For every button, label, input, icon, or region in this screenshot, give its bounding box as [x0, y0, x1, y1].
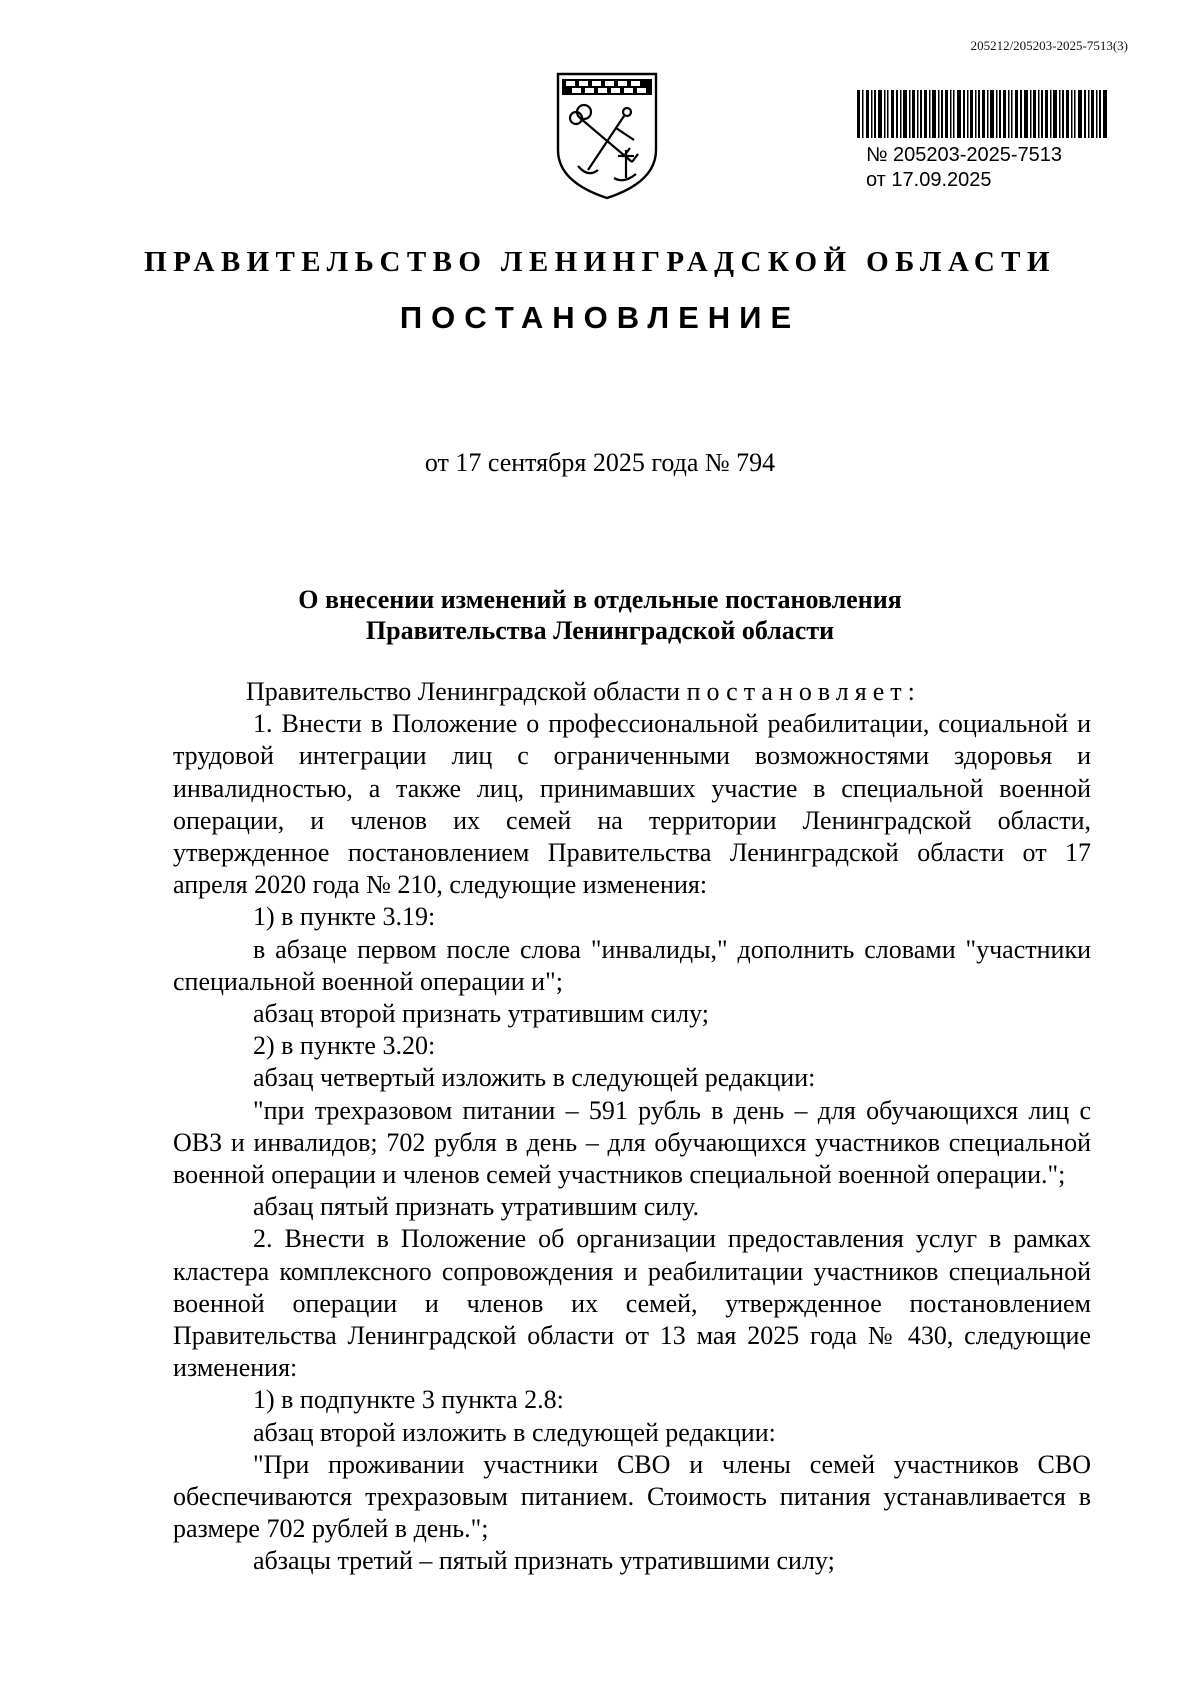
registration-number: № 205203-2025-7513 [866, 144, 1063, 166]
paragraph: 1) в подпункте 3 пункта 2.8: [253, 1385, 564, 1415]
paragraph: абзац пятый признать утратившим силу. [253, 1192, 700, 1222]
document-code: 205212/205203-2025-7513(3) [970, 38, 1128, 53]
paragraph: "При проживании участники СВО и члены семей участников СВО обеспечиваются трехразовым питанием. Стоимость питания устанавливается в размере 702 рублей в день."; [173, 1449, 1091, 1544]
paragraph: в абзаце первом после слова "инвалиды," дополнить словами "участники специальной военной операции и"; [173, 934, 1091, 996]
paragraph: абзацы третий – пятый признать утратившими силу; [253, 1546, 835, 1576]
document-body [173, 676, 1091, 1578]
document-type: ПОСТАНОВЛЕНИЕ [399, 300, 801, 335]
paragraph: 2. Внести в Положение об организации предоставления услуг в рамках кластера комплексного сопровождения и реабилитации участников специальной военной операции и членов их семей, утвержденное постановлением Правительства Ленинградской области от 13 мая 2025 года № 430, следующие изменения: [173, 1224, 1091, 1383]
paragraph: абзац четвертый изложить в следующей редакции: [253, 1063, 816, 1093]
preamble [173, 676, 1091, 708]
barcode-icon [857, 90, 1107, 138]
subject-line-2: Правительства Ленинградской области [365, 616, 835, 645]
paragraph: абзац второй признать утратившим силу; [253, 999, 709, 1029]
preamble-lead: Правительство Ленинградской области [246, 677, 687, 706]
paragraph: 2) в пункте 3.20: [253, 1031, 436, 1061]
government-title: ПРАВИТЕЛЬСТВО ЛЕНИНГРАДСКОЙ ОБЛАСТИ [144, 246, 1056, 278]
preamble-verb: постановляет: [686, 677, 921, 706]
registration-date: от 17.09.2025 [866, 169, 992, 191]
paragraph: 1) в пункте 3.19: [253, 902, 436, 932]
paragraph: "при трехразовом питании – 591 рубль в день – для обучающихся лиц с ОВЗ и инвалидов; 702 рубля в день – для обучающихся участников специальной военной операции и членов семей участников специальной военной операции."; [173, 1095, 1091, 1190]
document-date-number: от 17 сентября 2025 года № 794 [424, 448, 776, 477]
paragraph: абзац второй изложить в следующей редакции: [253, 1417, 776, 1447]
paragraph: 1. Внести в Положение о профессиональной реабилитации, социальной и трудовой интеграции лиц с ограниченными возможностями здоровья и инвалидностью, а также лиц, принимавших участие в специальной военной операции, и членов их семей на территории Ленинградской области, утвержденное постановлением Правительства Ленинградской области от 17 апреля 2020 года № 210, следующие изменения: [173, 709, 1091, 900]
document-subject [0, 584, 1200, 646]
subject-line-1: О внесении изменений в отдельные постановления [298, 585, 902, 614]
coat-of-arms-icon [554, 70, 660, 202]
